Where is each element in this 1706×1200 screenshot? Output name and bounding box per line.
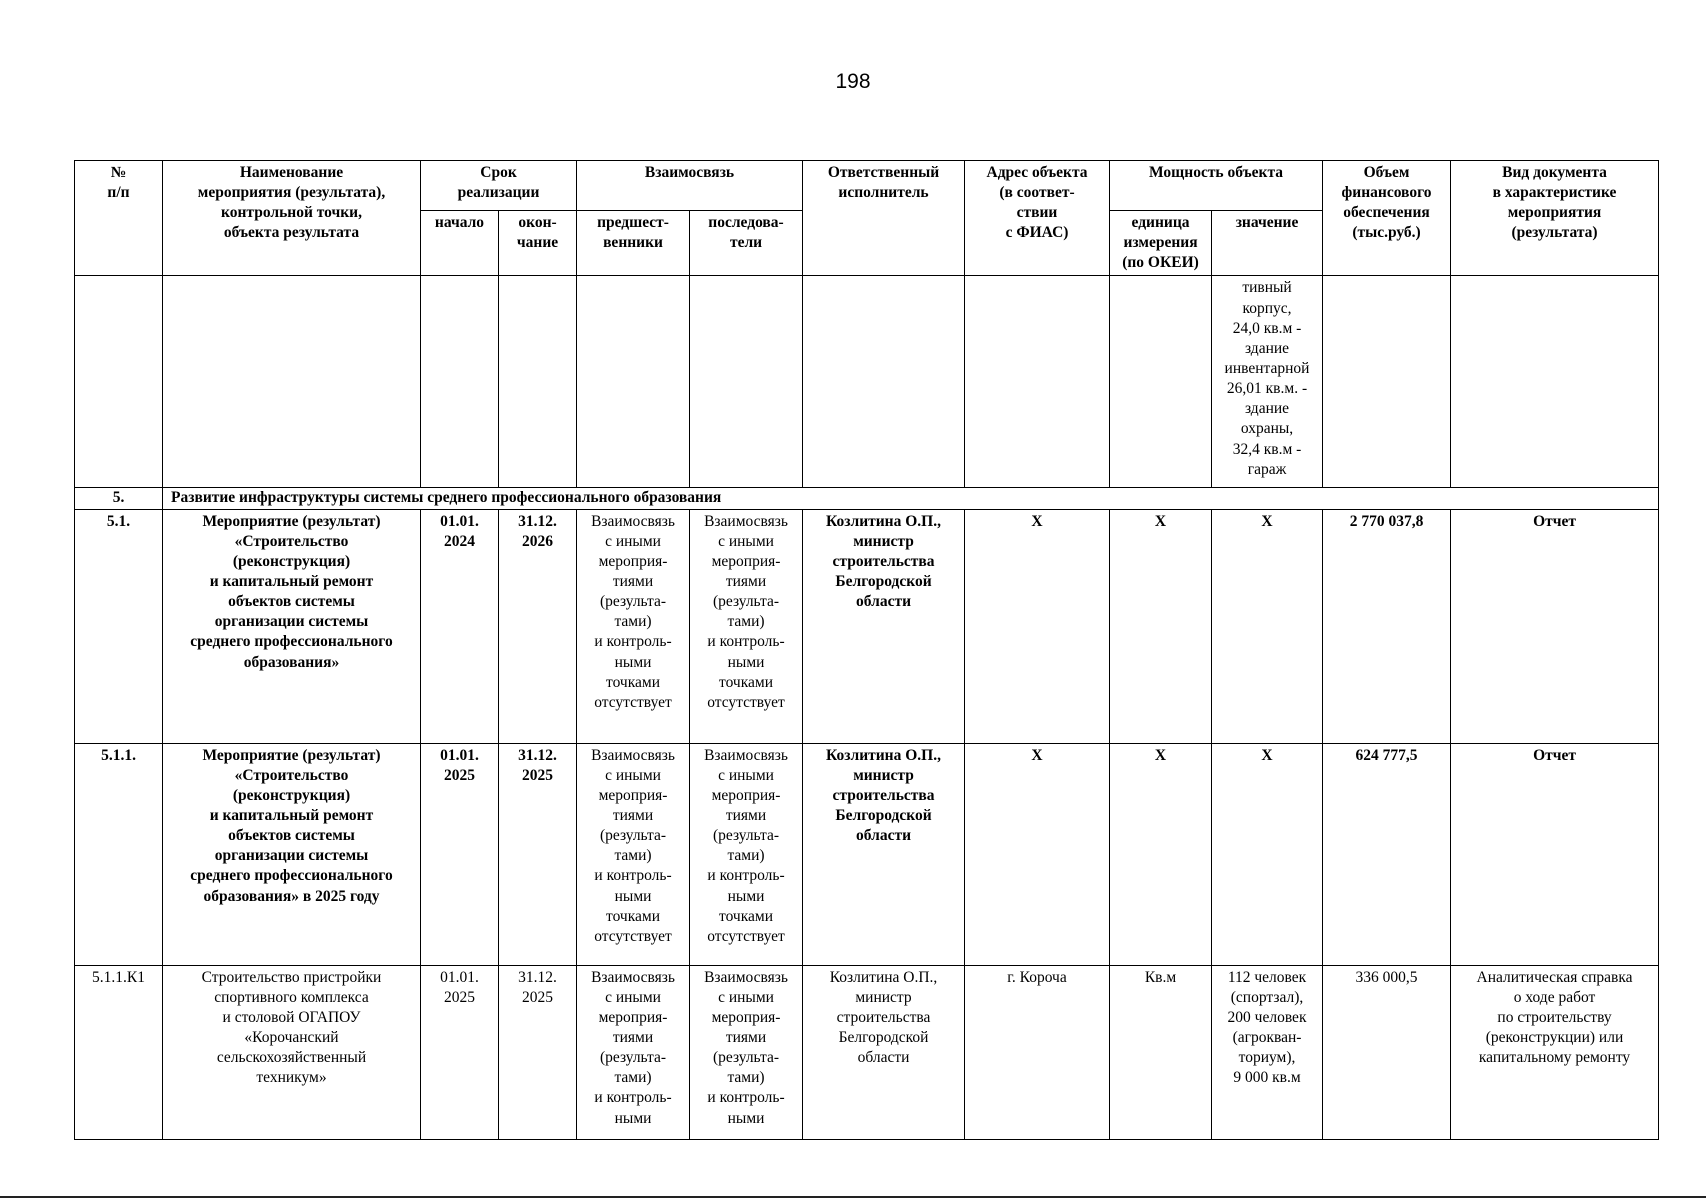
row-unit: Кв.м [1110,965,1212,1139]
cell-empty [75,276,163,488]
row-financing: 2 770 037,8 [1323,509,1451,743]
section-title: Развитие инфраструктуры системы среднего профессионального образования [163,488,1659,509]
header-row-1 [75,161,1659,211]
row-address: г. Короча [965,965,1110,1139]
row-successors: Взаимосвязь с иными мероприя- тиями (результа- тами) и контроль- ными точками отсутствует [690,509,803,743]
table-row [75,743,1659,965]
cell-value-continuation: тивный корпус, 24,0 кв.м - здание инвентарной 26,01 кв.м. - здание охраны, 32,4 кв.м - гараж [1212,276,1323,488]
row-end: 31.12. 2026 [499,509,577,743]
row-name: Строительство пристройки спортивного комплекса и столовой ОГАПОУ «Корочанский сельскохозяйственный техникум» [163,965,421,1139]
row-document: Отчет [1451,743,1659,965]
row-financing: 336 000,5 [1323,965,1451,1139]
cell-empty [499,276,577,488]
continuation-row [75,276,1659,488]
section-num: 5. [75,488,163,509]
row-responsible: Козлитина О.П., министр строительства Белгородской области [803,965,965,1139]
row-start: 01.01. 2024 [421,509,499,743]
cell-empty [965,276,1110,488]
row-document: Аналитическая справка о ходе работ по строительству (реконструкции) или капитальному ремонту [1451,965,1659,1139]
header-relation: Взаимосвязь [577,161,803,211]
row-value: X [1212,509,1323,743]
row-address: X [965,509,1110,743]
cell-empty [690,276,803,488]
row-start: 01.01. 2025 [421,965,499,1139]
row-responsible: Козлитина О.П., министр строительства Белгородской области [803,509,965,743]
header-successors: последова- тели [690,211,803,276]
header-document: Вид документа в характеристике мероприятия (результата) [1451,161,1659,276]
row-value: X [1212,743,1323,965]
cell-empty [577,276,690,488]
cell-empty [1451,276,1659,488]
scan-edge-line [0,1196,1706,1198]
header-period: Срок реализации [421,161,577,211]
row-unit: X [1110,743,1212,965]
header-predecessors: предшест- венники [577,211,690,276]
table-row [75,965,1659,1139]
section-row [75,488,1659,509]
row-predecessors: Взаимосвязь с иными мероприя- тиями (результа- тами) и контроль- ными точками отсутствует [577,509,690,743]
plan-table [74,160,1659,1140]
header-name: Наименование мероприятия (результата), контрольной точки, объекта результата [163,161,421,276]
header-value: значение [1212,211,1323,276]
header-financing: Объем финансового обеспечения (тыс.руб.) [1323,161,1451,276]
page-number: 198 [835,70,871,93]
header-num: № п/п [75,161,163,276]
header-end: окон- чание [499,211,577,276]
row-responsible: Козлитина О.П., министр строительства Белгородской области [803,743,965,965]
header-unit: единица измерения (по ОКЕИ) [1110,211,1212,276]
header-power: Мощность объекта [1110,161,1323,211]
cell-empty [1110,276,1212,488]
row-end: 31.12. 2025 [499,743,577,965]
cell-empty [421,276,499,488]
row-predecessors: Взаимосвязь с иными мероприя- тиями (результа- тами) и контроль- ными точками отсутствует [577,743,690,965]
header-address: Адрес объекта (в соответ- ствии с ФИАС) [965,161,1110,276]
row-start: 01.01. 2025 [421,743,499,965]
header-start: начало [421,211,499,276]
row-predecessors: Взаимосвязь с иными мероприя- тиями (результа- тами) и контроль- ными [577,965,690,1139]
cell-empty [803,276,965,488]
row-value: 112 человек (спортзал), 200 человек (агрокван- ториум), 9 000 кв.м [1212,965,1323,1139]
header-responsible: Ответственный исполнитель [803,161,965,276]
row-end: 31.12. 2025 [499,965,577,1139]
cell-empty [1323,276,1451,488]
cell-empty [163,276,421,488]
row-num: 5.1.1. [75,743,163,965]
row-name: Мероприятие (результат) «Строительство (реконструкция) и капитальный ремонт объектов системы организации системы среднего профессионального образования» [163,509,421,743]
row-unit: X [1110,509,1212,743]
row-name: Мероприятие (результат) «Строительство (реконструкция) и капитальный ремонт объектов системы организации системы среднего профессионального образования» в 2025 году [163,743,421,965]
row-financing: 624 777,5 [1323,743,1451,965]
row-num: 5.1.1.К1 [75,965,163,1139]
row-address: X [965,743,1110,965]
row-document: Отчет [1451,509,1659,743]
row-successors: Взаимосвязь с иными мероприя- тиями (результа- тами) и контроль- ными точками отсутствует [690,743,803,965]
row-num: 5.1. [75,509,163,743]
row-successors: Взаимосвязь с иными мероприя- тиями (результа- тами) и контроль- ными [690,965,803,1139]
table-row [75,509,1659,743]
